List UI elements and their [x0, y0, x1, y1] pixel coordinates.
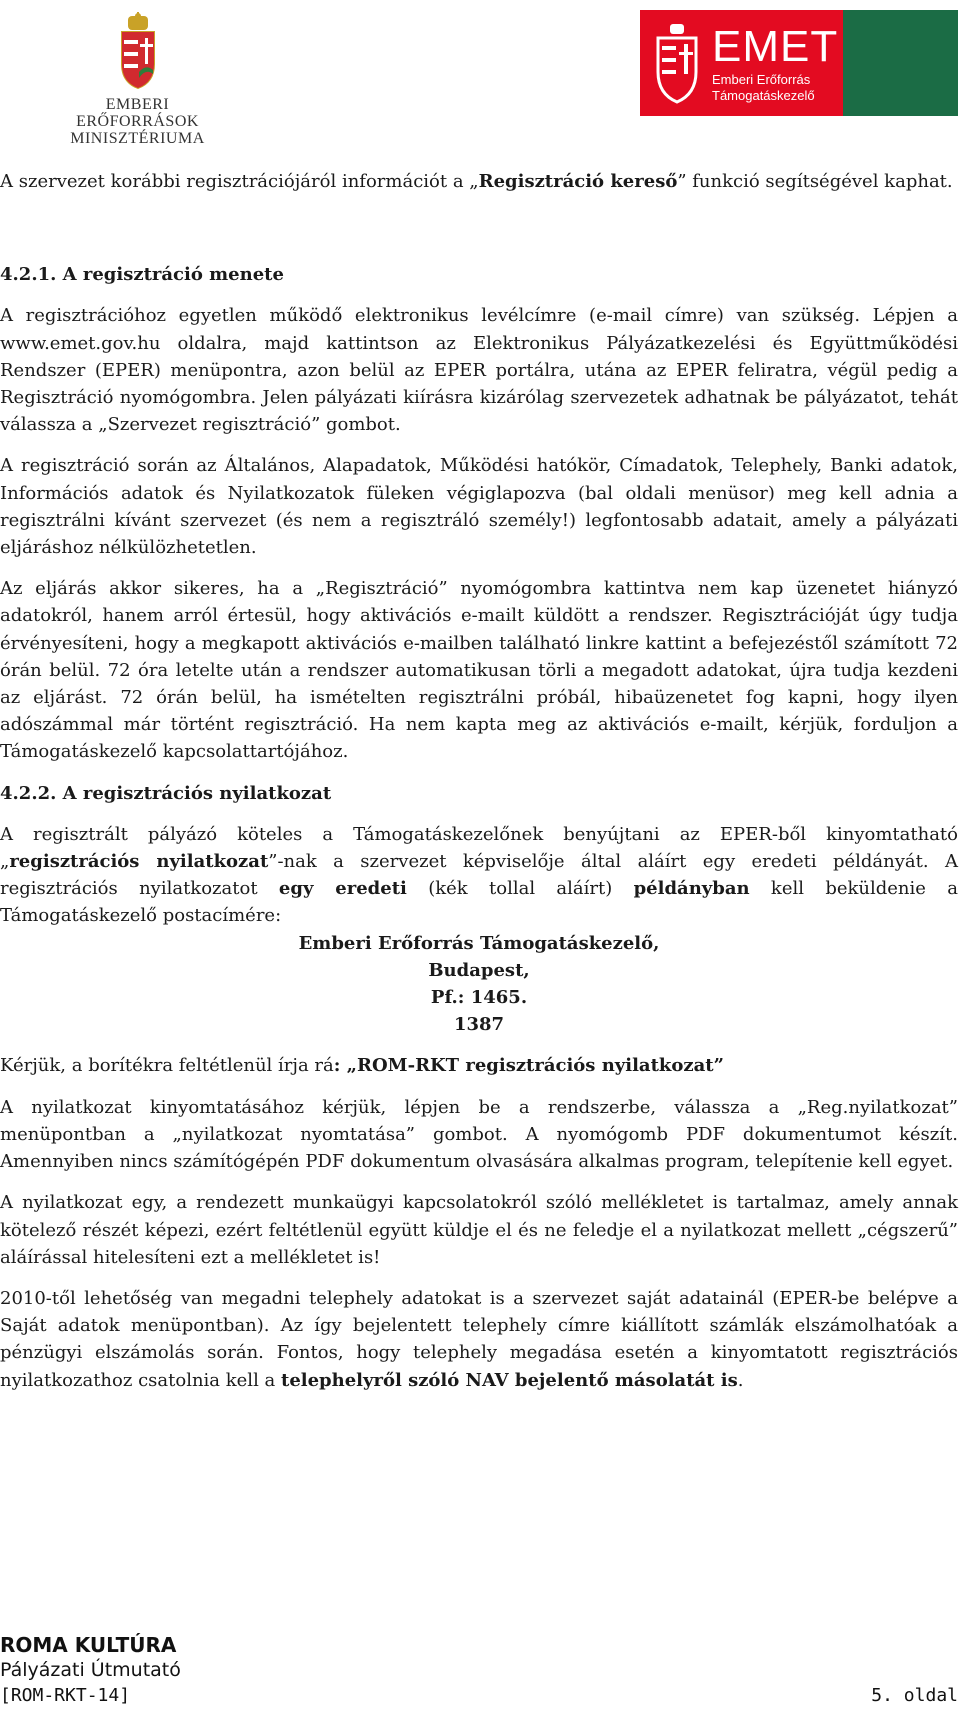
- text-span: .: [737, 1369, 744, 1391]
- address-line-4: 1387: [453, 1014, 505, 1036]
- bold-text: telephelyről szóló NAV bejelentő másolatát is: [281, 1369, 738, 1391]
- emet-wordmark: EMET: [712, 22, 839, 71]
- emet-subtitle: [712, 72, 815, 104]
- text-span: A szervezet korábbi regisztrációjáról információt a „: [0, 171, 479, 192]
- bold-text: regisztrációs nyilatkozat: [9, 851, 269, 873]
- emet-subtitle-line1: Emberi Erőforrás: [712, 72, 811, 87]
- text-span: A regisztrált pályázó köteles a Támogatáskezelőnek benyújtani az EPER-ből kinyomtatható „: [0, 823, 958, 873]
- emet-logo-green-block: [843, 10, 958, 116]
- footer-program-name: ROMA KULTÚRA: [0, 1633, 177, 1657]
- paragraph-envelope-note: [0, 1052, 958, 1079]
- footer-page-number: 5. oldal: [871, 1685, 958, 1706]
- footer-guide-title: Pályázati Útmutató: [0, 1659, 181, 1681]
- ministry-name-line1: EMBERI ERŐFORRÁSOK: [76, 96, 199, 130]
- ministry-logo: [50, 12, 225, 147]
- address-line-1: Emberi Erőforrás Támogatáskezelő,: [298, 932, 660, 954]
- paragraph-activation: Az eljárás akkor sikeres, ha a „Regisztráció” nyomógombra kattintva nem kap üzenetet hiányzó adatokról, hanem arról értesül, hogy aktivációs e-mailt küldött a rendszer. Regisztrációját úgy tudja érvényesíteni, hogy a megkapott aktivációs e-mailben található linkre kattint a befejezéstől számított 72 órán belül. 72 óra letelte után a rendszer automatikusan törli a megadott adatokat, újra tudja kezdeni az eljárást. 72 órán belül, ha ismételten regisztrálni próbál, hibaüzenetet fog kapni, hogy ilyen adószámmal már történt regisztráció. Ha nem kapta meg az aktivációs e-mailt, kérjük, forduljon a Támogatáskezelő kapcsolattartójához.: [0, 578, 958, 763]
- bold-text: példányban: [633, 878, 750, 900]
- ministry-name: [50, 96, 225, 147]
- ministry-name-line2: MINISZTÉRIUMA: [70, 130, 205, 147]
- emet-subtitle-line2: Támogatáskezelő: [712, 88, 815, 103]
- paragraph-site-data: [0, 1285, 958, 1394]
- text-span: ” funkció segítségével kaphat.: [677, 171, 953, 192]
- text-span: Kérjük, a borítékra feltétlenül írja rá: [0, 1055, 334, 1077]
- paragraph-registration-tabs: A regisztráció során az Általános, Alapadatok, Működési hatókör, Címadatok, Telephely, Banki adatok, Információs adatok és Nyilatkozatok füleken végiglapozva (bal oldali menüsor) meg kell adnia a regisztrálni kívánt szervezet (és nem a regisztráló személy!) legfontosabb adatait, amely a pályázati eljáráshoz nélkülözhetetlen.: [0, 455, 958, 559]
- footer-program-code: [ROM-RKT-14]: [0, 1685, 131, 1706]
- text-span: kell beküldenie a Támogatáskezelő postacímére:: [0, 878, 958, 927]
- bold-text: Regisztráció kereső: [478, 171, 678, 192]
- paragraph-annex: A nyilatkozat egy, a rendezett munkaügyi kapcsolatokról szóló mellékletet is tartalmaz, amely annak kötelező részét képezi, ezért feltétlenül együtt küldje el és ne feledje el a nyilatkozat mellett „cégszerű” aláírással hitelesíteni ezt a mellékletet is!: [0, 1192, 958, 1268]
- text-span: ”-nak a szervezet képviselője által aláírt egy eredeti példányát. A regisztrációs nyilatkozatot: [0, 851, 958, 900]
- document-body: [0, 168, 958, 1394]
- footer-bottom-row: [0, 1683, 958, 1708]
- text-span: (kék tollal aláírt): [406, 878, 634, 900]
- emet-logo-red-block: [640, 10, 843, 116]
- paragraph-registration-search: [0, 168, 958, 195]
- section-heading-4-2-1: 4.2.1. A regisztráció menete: [0, 264, 284, 286]
- emet-crest-icon: [652, 22, 702, 104]
- bold-text: egy eredeti: [278, 878, 407, 900]
- text-span: 2010-től lehetőség van megadni telephely adatokat is a szervezet saját adatainál (EPER-be belépve a Saját adatok menüpontban). Az így bejelentett telephely címre kiállított számlák elszámolhatóak a pénzügyi elszámolás során. Fontos, hogy telephely megadása esetén a kinyomtatott regisztrációs nyilatkozathoz csatolnia kell a: [0, 1287, 958, 1391]
- emet-logo: [640, 10, 958, 116]
- hungarian-coat-of-arms-icon: [118, 12, 158, 90]
- bold-text: : „ROM-RKT regisztrációs nyilatkozat”: [333, 1055, 724, 1077]
- paragraph-declaration: [0, 821, 958, 930]
- paragraph-print-instructions: A nyilatkozat kinyomtatásához kérjük, lépjen be a rendszerbe, válassza a „Reg.nyilatkozat” menüpontban a „nyilatkozat nyomtatása” gombot. A nyomógomb PDF dokumentumot készít. Amennyiben nincs számítógépén PDF dokumentum olvasására alkalmas program, telepítenie kell egyet.: [0, 1096, 958, 1173]
- page-footer: [0, 1633, 958, 1708]
- address-line-2: Budapest,: [428, 959, 530, 981]
- address-line-3: Pf.: 1465.: [430, 987, 528, 1009]
- paragraph-registration-steps: A regisztrációhoz egyetlen működő elektronikus levélcímre (e-mail címre) van szükség. Lépjen a www.emet.gov.hu oldalra, majd kattintson az Elektronikus Pályázatkezelési és Együttműködési Rendszer (EPER) menüpontra, azon belül az EPER portálra, utána az EPER feliratra, végül pedig a Regisztráció nyomógombra. Jelen pályázati kiírásra kizárólag szervezetek adhatnak be pályázatot, tehát válassza a „Szervezet regisztráció” gombot.: [0, 305, 958, 436]
- section-heading-4-2-2: 4.2.2. A regisztrációs nyilatkozat: [0, 782, 332, 804]
